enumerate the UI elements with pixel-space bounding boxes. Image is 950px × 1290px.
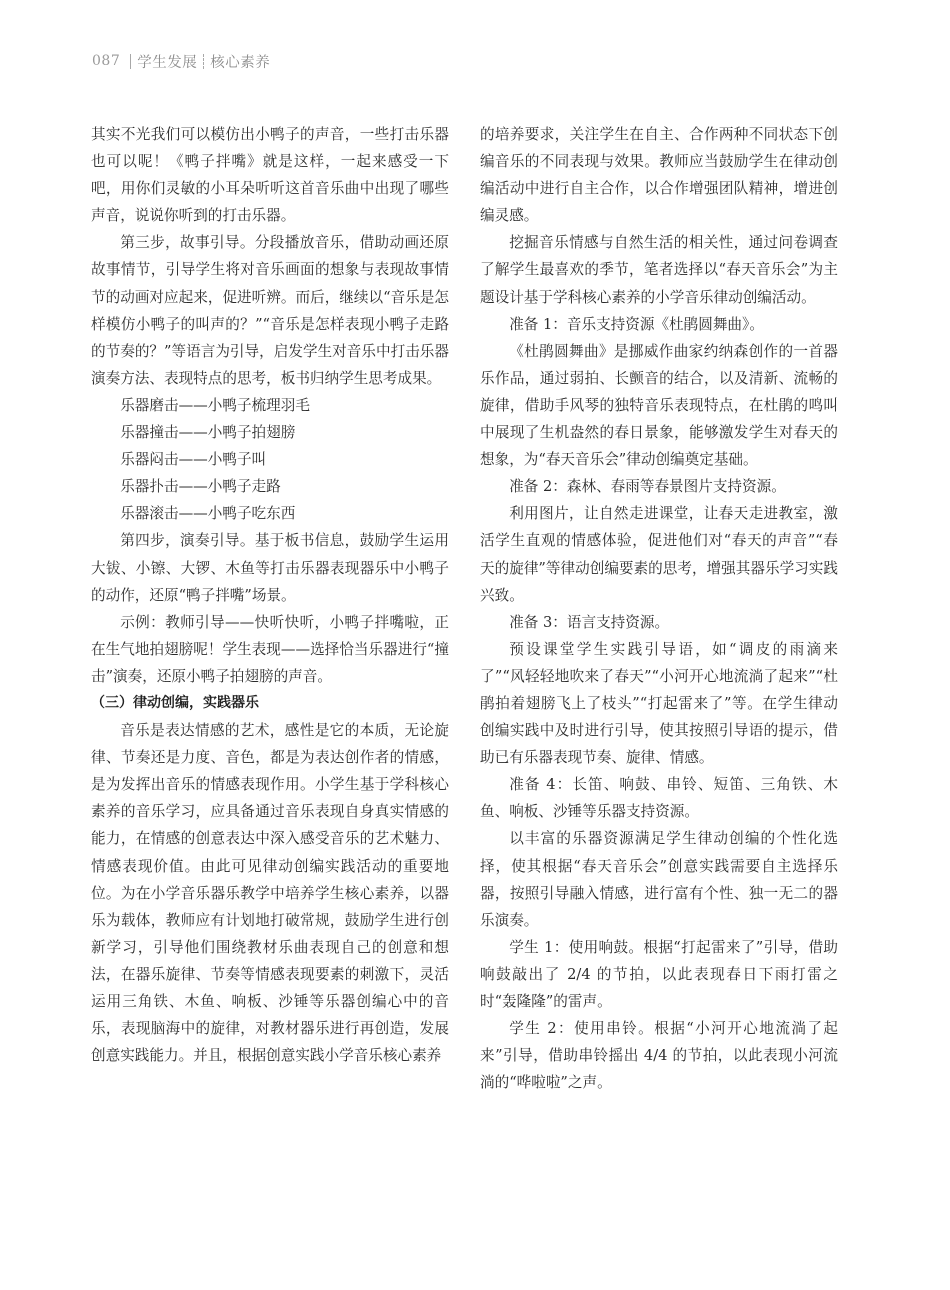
board-note: 乐器闷击——小鸭子叫 [120, 451, 267, 469]
paragraph: 其实不光我们可以模仿出小鸭子的声音，一些打击乐器也可以呢！《鸭子拌嘴》就是这样，一起来感受一下吧，用你们灵敏的小耳朵听听这首音乐曲中出现了哪些声音，说说你听到的打击乐器。 [91, 126, 449, 225]
section-heading: （三）律动创编，实践器乐 [91, 694, 259, 711]
header-dashed-divider [203, 54, 204, 69]
paragraph: 准备 2：森林、春雨等春景图片支持资源。 [509, 478, 786, 496]
paragraph: 音乐是表达情感的艺术，感性是它的本质，无论旋律、节奏还是力度、音色，都是为表达创作者的情感，是为发挥出音乐的情感表现作用。小学生基于学科核心素养的音乐学习，应具备通过音乐表现自身真实情感的能力，在情感的创意表达中深入感受音乐的艺术魅力、情感表现价值。由此可见律动创编实践活动的重要地位。为在小学音乐器乐教学中培养学生核心素养，以器乐为载体，教师应有计划地打破常规，鼓励学生进行创新学习，引导他们围绕教材乐曲表现自己的创意和想法，在器乐旋律、节奏等情感表现要素的刺激下，灵活运用三角铁、木鱼、响板、沙锤等乐器创编心中的音乐，表现脑海中的旋律，对教材器乐进行再创造，发展创意实践能力。并且，根据创意实践小学音乐核心素养 [91, 722, 449, 1065]
paragraph: 预设课堂学生实践引导语，如“调皮的雨滴来了”“风轻轻地吹来了春天”“小河开心地流淌了起来”“杜鹃拍着翅膀飞上了枝头”“打起雷来了”等。在学生律动创编实践中及时进行引导，使其按照引导语的提示，借助已有乐器表现节奏、旋律、情感。 [480, 640, 838, 767]
paragraph: 准备 1：音乐支持资源《杜鹃圆舞曲》。 [509, 315, 764, 333]
header-subsection: 核心素养 [210, 54, 271, 71]
paragraph: 以丰富的乐器资源满足学生律动创编的个性化选择，使其根据“春天音乐会”创意实践需要自主选择乐器，按照引导融入情感，进行富有个性、独一无二的器乐演奏。 [480, 830, 838, 929]
paragraph: 示例：教师引导——快听快听，小鸭子拌嘴啦，正在生气地拍翅膀呢！学生表现——选择恰当乐器进行“撞击”演奏，还原小鸭子拍翅膀的声音。 [91, 613, 449, 685]
paragraph: 的培养要求，关注学生在自主、合作两种不同状态下创编音乐的不同表现与效果。教师应当鼓励学生在律动创编活动中进行自主合作，以合作增强团队精神，增进创编灵感。 [480, 126, 838, 225]
paragraph: 第三步，故事引导。分段播放音乐，借助动画还原故事情节，引导学生将对音乐画面的想象与表现故事情节的动画对应起来，促进听辨。而后，继续以“音乐是怎样模仿小鸭子的叫声的？”“音乐是怎样表现小鸭子走路的节奏的？”等语言为引导，启发学生对音乐中打击乐器演奏方法、表现特点的思考，板书归纳学生思考成果。 [91, 234, 449, 387]
board-note: 乐器滚击——小鸭子吃东西 [120, 505, 296, 523]
paragraph: 《杜鹃圆舞曲》是挪威作曲家约纳森创作的一首器乐作品，通过弱拍、长颤音的结合，以及清新、流畅的旋律，借助手风琴的独特音乐表现特点，在杜鹃的鸣叫中展现了生机盎然的春日景象，能够激发学生对春天的想象，为“春天音乐会”律动创编奠定基础。 [480, 342, 838, 469]
paragraph: 第四步，演奏引导。基于板书信息，鼓励学生运用大钹、小镲、大锣、木鱼等打击乐器表现器乐中小鸭子的动作，还原“鸭子拌嘴”场景。 [91, 532, 449, 604]
paragraph: 学生 1：使用响鼓。根据“打起雷来了”引导，借助响鼓敲出了 2/4 的节拍，以此表现春日下雨打雷之时“轰隆隆”的雷声。 [480, 938, 838, 1010]
right-column [480, 121, 838, 1096]
paragraph: 利用图片，让自然走进课堂，让春天走进教室，激活学生直观的情感体验，促进他们对“春天的声音”“春天的旋律”等律动创编要素的思考，增强其器乐学习实践兴致。 [480, 505, 838, 604]
paragraph: 准备 3：语言支持资源。 [509, 613, 670, 631]
board-note: 乐器撞击——小鸭子拍翅膀 [120, 424, 296, 442]
header-divider [130, 54, 131, 69]
board-note: 乐器磨击——小鸭子梳理羽毛 [120, 396, 310, 414]
left-column [91, 121, 449, 1069]
running-header [92, 50, 270, 72]
paragraph: 准备 4：长笛、响鼓、串铃、短笛、三角铁、木鱼、响板、沙锤等乐器支持资源。 [480, 776, 838, 821]
board-note: 乐器扑击——小鸭子走路 [120, 478, 281, 496]
page-number: 087 [92, 53, 121, 69]
paragraph: 学生 2：使用串铃。根据“小河开心地流淌了起来”引导，借助串铃摇出 4/4 的节拍，以此表现小河流淌的“哗啦啦”之声。 [480, 1020, 838, 1092]
header-section: 学生发展 [137, 54, 198, 71]
paragraph: 挖掘音乐情感与自然生活的相关性，通过问卷调查了解学生最喜欢的季节，笔者选择以“春天音乐会”为主题设计基于学科核心素养的小学音乐律动创编活动。 [480, 234, 838, 306]
